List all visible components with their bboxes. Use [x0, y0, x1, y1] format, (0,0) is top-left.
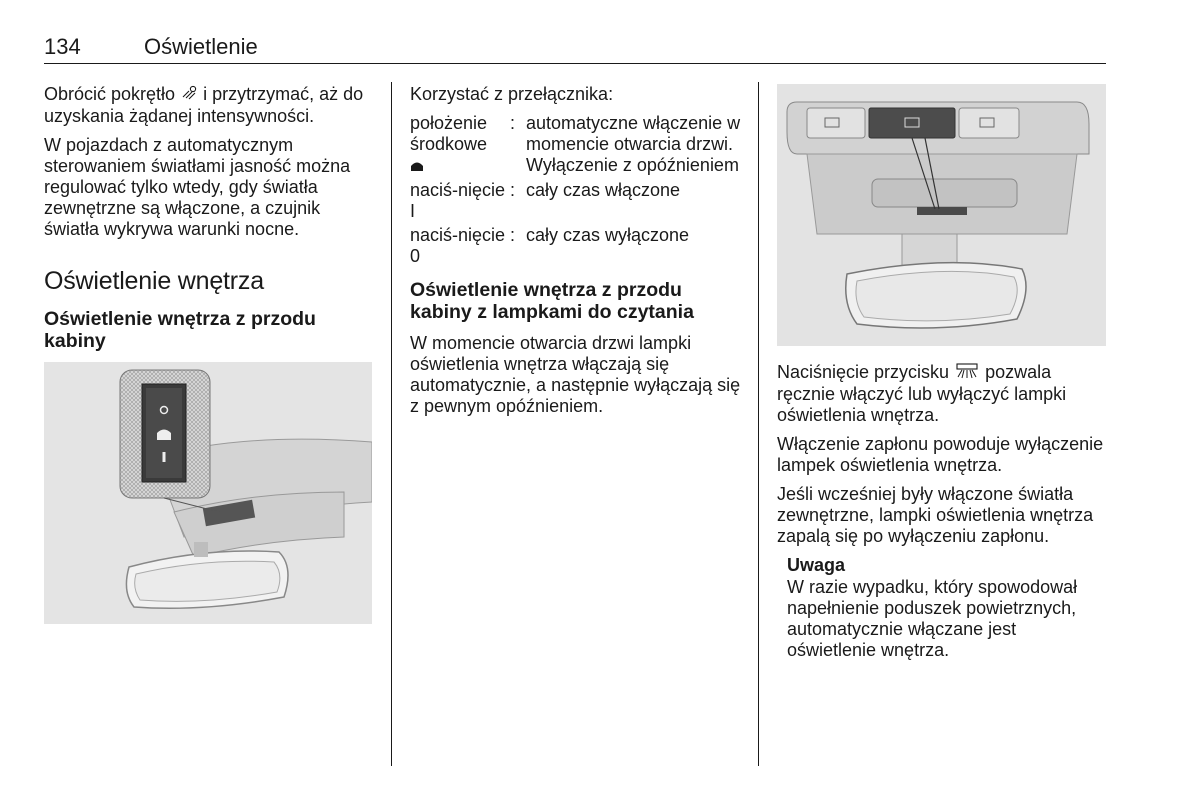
switch-intro: Korzystać z przełącznika: [410, 84, 614, 104]
note-text: W razie wypadku, który spowodował napełnienie poduszek powietrznych, automatycznie włączane jest oświetlenie wnętrza. [787, 576, 1078, 660]
reading-lamp-button-end: pozwala ręcznie włączyć lub wyłączyć lampki oświetlenia wnętrza. [777, 362, 1067, 425]
note-box [777, 555, 1107, 661]
header-rule [44, 63, 1106, 64]
door-icon [410, 156, 424, 177]
section-heading-interior-lighting: Oświetlenie wnętrza [44, 266, 264, 295]
reading-lamp-button-start: Naciśnięcie przycisku [777, 362, 950, 382]
reading-lamps-illustration [777, 84, 1106, 346]
column-1 [44, 84, 378, 624]
switch-position-0-key: naciś-nięcie 0 [410, 224, 506, 266]
table-separator: : [510, 179, 516, 200]
page-number: 134 [44, 34, 81, 59]
exterior-lights-paragraph: Jeśli wcześniej były włączone światła zewnętrzne, lampki oświetlenia wnętrza zapalą się po wyłączeniu zapłonu. [777, 483, 1094, 546]
dimmer-instruction [44, 84, 378, 127]
column-3 [777, 84, 1107, 661]
interior-light-icon [954, 363, 980, 384]
switch-position-middle-value: automatyczne włączenie w momencie otwarcia drzwi. Wyłączenie z opóźnieniem [526, 113, 741, 175]
dimmer-instruction-end: i przytrzymać, aż do uzyskania żądanej intensywności. [44, 84, 364, 126]
column-divider-2 [758, 82, 759, 766]
subheading-reading-lamps: Oświetlenie wnętrza z przodu kabiny z lampkami do czytania [410, 278, 694, 323]
page-header [44, 32, 1106, 66]
table-separator: : [510, 224, 516, 245]
front-dome-lamp-illustration [44, 362, 372, 624]
switch-position-i-key: naciś-nięcie I [410, 179, 506, 221]
ignition-paragraph: Włączenie zapłonu powoduje wyłączenie lampek oświetlenia wnętrza. [777, 433, 1104, 475]
dimmer-knob-icon [180, 85, 198, 106]
switch-positions-table [410, 113, 745, 267]
column-2 [410, 84, 745, 425]
note-title: Uwaga [787, 554, 846, 575]
automatic-lights-paragraph: W pojazdach z automatycznym sterowaniem światłami jasność można regulować tylko wtedy, gdy światła zewnętrzne są włączone, a czujnik światła wykrywa warunki nocne. [44, 134, 351, 239]
switch-position-i-value: cały czas włączone [526, 179, 681, 200]
switch-position-0-value: cały czas wyłączone [526, 224, 690, 245]
dimmer-instruction-start: Obrócić pokrętło [44, 84, 176, 104]
table-separator: : [510, 113, 516, 133]
reading-lamp-button-paragraph [777, 362, 1107, 426]
reading-lamps-paragraph: W momencie otwarcia drzwi lampki oświetlenia wnętrza włączają się automatycznie, a następnie wyłączają się z pewnym opóźnieniem. [410, 332, 741, 416]
column-divider-1 [391, 82, 392, 766]
switch-position-middle-key: położenie środkowe [410, 113, 510, 177]
subheading-front-interior-lighting: Oświetlenie wnętrza z przodu kabiny [44, 307, 316, 352]
chapter-title: Oświetlenie [144, 34, 258, 59]
